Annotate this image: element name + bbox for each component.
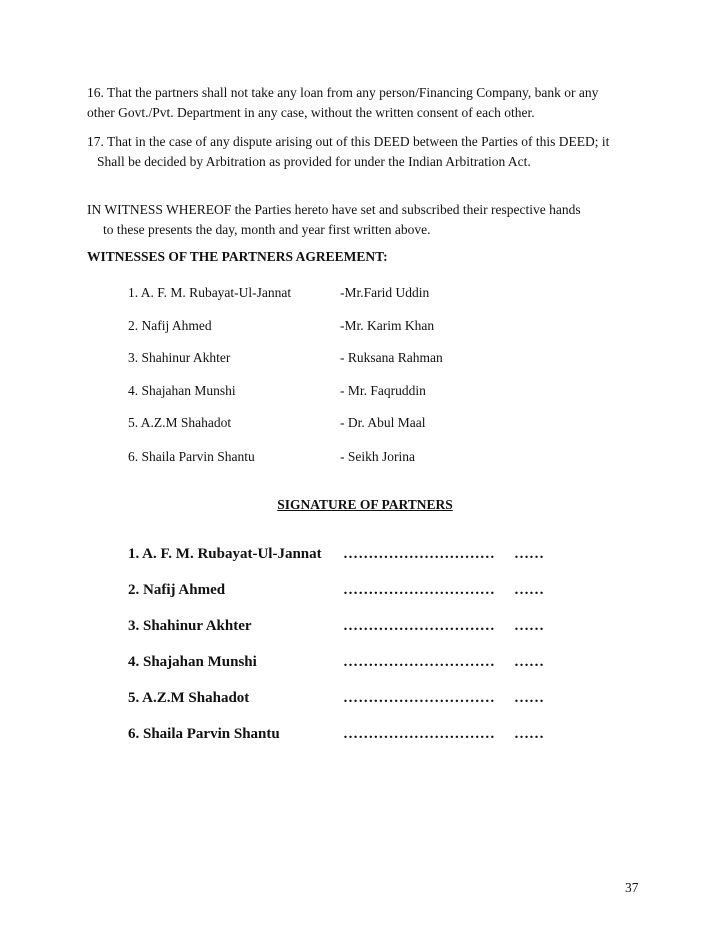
witness-clause — [87, 200, 657, 240]
witness-relation: - Seikh Jorina — [340, 449, 415, 464]
clause-17-line-1: 17. That in the case of any dispute arising out of this DEED between the Parties of this DEED; it — [87, 134, 610, 149]
signature-line: ………………………… — [343, 546, 495, 562]
partner-name: 5. A.Z.M Shahadot — [128, 690, 250, 706]
clause-16 — [87, 83, 657, 123]
clause-16-line-2: other Govt./Pvt. Department in any case, without the written consent of each other. — [87, 105, 535, 120]
partner-name: 3. Shahinur Akhter — [128, 618, 252, 634]
witness-relation: - Ruksana Rahman — [340, 350, 443, 365]
signature-line: ………………………… — [343, 582, 495, 598]
date-line: …… — [514, 690, 544, 706]
witness-relation: - Mr. Faqruddin — [340, 383, 426, 398]
signature-row — [128, 618, 598, 638]
witness-clause-line-1: IN WITNESS WHEREOF the Parties hereto have set and subscribed their respective hands — [87, 202, 581, 217]
date-line: …… — [514, 726, 544, 742]
witness-row — [128, 383, 588, 401]
date-line: …… — [514, 546, 544, 562]
witness-row — [128, 318, 588, 336]
date-line: …… — [514, 654, 544, 670]
witness-clause-line-2: to these presents the day, month and year first written above. — [103, 222, 431, 237]
witness-relation: -Mr.Farid Uddin — [340, 285, 430, 300]
signature-line: ………………………… — [343, 690, 495, 706]
signature-row — [128, 654, 598, 674]
witnesses-heading: WITNESSES OF THE PARTNERS AGREEMENT: — [87, 249, 388, 264]
witness-relation: - Dr. Abul Maal — [340, 415, 426, 430]
signature-heading-text: SIGNATURE OF PARTNERS — [277, 497, 453, 512]
date-line: …… — [514, 582, 544, 598]
signature-row — [128, 690, 598, 710]
page-number: 37 — [625, 880, 639, 895]
partner-name: 4. Shajahan Munshi — [128, 654, 257, 670]
witness-name: 2. Nafij Ahmed — [128, 318, 212, 333]
signature-line: ………………………… — [343, 618, 495, 634]
witness-row — [128, 449, 588, 467]
witness-row — [128, 285, 588, 303]
signature-line: ………………………… — [343, 654, 495, 670]
partner-name: 6. Shaila Parvin Shantu — [128, 726, 280, 742]
witness-name: 5. A.Z.M Shahadot — [128, 415, 232, 430]
witness-name: 3. Shahinur Akhter — [128, 350, 231, 365]
clause-17 — [87, 132, 657, 172]
clause-16-line-1: 16. That the partners shall not take any loan from any person/Financing Company, bank or any — [87, 85, 599, 100]
witness-relation: -Mr. Karim Khan — [340, 318, 435, 333]
date-line: …… — [514, 618, 544, 634]
witness-name: 4. Shajahan Munshi — [128, 383, 236, 398]
clause-17-line-2: Shall be decided by Arbitration as provided for under the Indian Arbitration Act. — [97, 154, 531, 169]
witness-row — [128, 350, 588, 368]
witness-row — [128, 415, 588, 433]
signature-row — [128, 582, 598, 602]
signature-heading — [0, 497, 728, 513]
partner-name: 2. Nafij Ahmed — [128, 582, 226, 598]
partner-name: 1. A. F. M. Rubayat-Ul-Jannat — [128, 546, 322, 562]
signature-row — [128, 546, 598, 566]
signature-line: ………………………… — [343, 726, 495, 742]
witness-name: 6. Shaila Parvin Shantu — [128, 449, 255, 464]
witness-name: 1. A. F. M. Rubayat-Ul-Jannat — [128, 285, 292, 300]
signature-row — [128, 726, 598, 746]
